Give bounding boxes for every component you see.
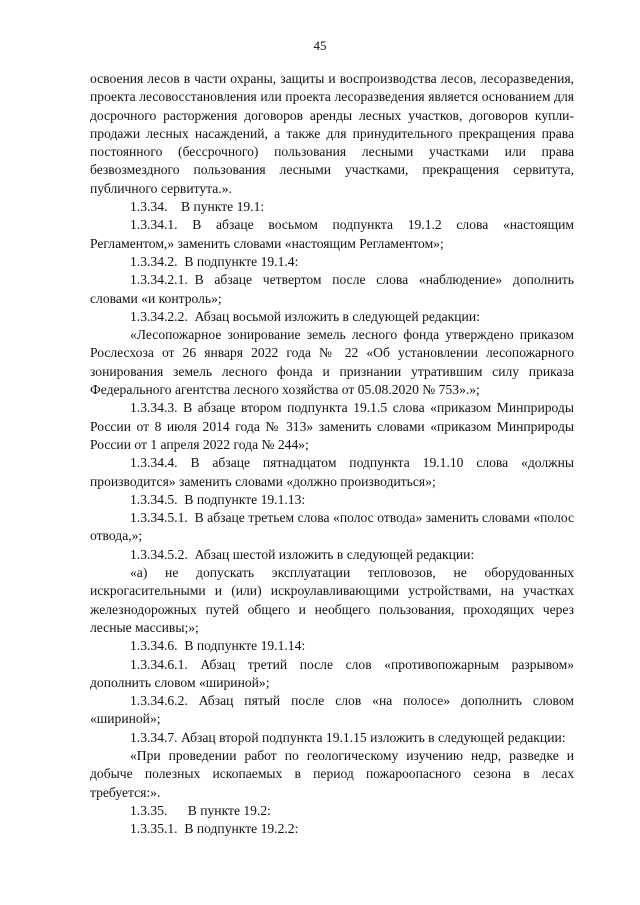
paragraph: 1.3.34.5.2. Абзац шестой изложить в следующей редакции: — [130, 546, 475, 562]
paragraph: 1.3.34.5. В подпункте 19.1.13: — [130, 491, 306, 507]
paragraph: 1.3.34. В пункте 19.1: — [130, 199, 265, 215]
paragraph: 1.3.34.2. В подпункте 19.1.4: — [130, 253, 299, 269]
paragraph: 1.3.34.6. В подпункте 19.1.14: — [130, 638, 306, 654]
paragraph: 1.3.34.7. Абзац второй подпункта 19.1.15 изложить в следующей редакции: — [130, 729, 566, 745]
paragraph: 1.3.34.3. В абзаце втором подпункта 19.1.5 слова «приказом Минприроды России от 8 июля 2014 года № 313» заменить словами «приказом Минприроды России от 1 апреля 2022 года № 244»; — [90, 400, 574, 452]
paragraph: 1.3.35. В пункте 19.2: — [130, 802, 271, 818]
paragraph: 1.3.34.2.1. В абзаце четвертом после слова «наблюдение» дополнить словами «и контроль»; — [90, 272, 574, 306]
paragraph: 1.3.34.4. В абзаце пятнадцатом подпункта 19.1.10 слова «должны производится» заменить словами «должно производиться»; — [90, 455, 574, 489]
document-body — [90, 70, 574, 838]
paragraph: 1.3.35.1. В подпункте 19.2.2: — [130, 821, 299, 837]
paragraph: освоения лесов в части охраны, защиты и воспроизводства лесов, лесоразведения, проекта лесовосстановления или проекта лесоразведения является основанием для досрочного расторжения договоров аренды лесных участков, договоров купли-продажи лесных насаждений, а также для принудительного прекращения права постоянного (бессрочного) пользования лесными участками или права безвозмездного пользования лесными участками, прекращения сервитута, публичного сервитута.». — [90, 71, 574, 196]
paragraph: 1.3.34.1. В абзаце восьмом подпункта 19.1.2 слова «настоящим Регламентом,» заменить словами «настоящим Регламентом»; — [90, 217, 574, 251]
page-number: 45 — [313, 38, 327, 53]
paragraph: 1.3.34.6.2. Абзац пятый после слов «на полосе» дополнить словом «шириной»; — [90, 693, 574, 727]
paragraph: 1.3.34.6.1. Абзац третий после слов «противопожарным разрывом» дополнить словом «шириной»; — [90, 656, 574, 690]
paragraph: «Лесопожарное зонирование земель лесного фонда утверждено приказом Рослесхоза от 26 января 2022 года № 22 «Об установлении лесопожарного зонирования земель лесного фонда и признании утратившим силу приказа Федерального агентства лесного хозяйства от 05.08.2020 № 753».»; — [90, 327, 574, 398]
paragraph: 1.3.34.2.2. Абзац восьмой изложить в следующей редакции: — [130, 308, 480, 324]
paragraph: «При проведении работ по геологическому изучению недр, разведке и добыче полезных ископаемых в период пожароопасного сезона в лесах требуется:». — [90, 747, 574, 800]
paragraph: 1.3.34.5.1. В абзаце третьем слова «полос отвода» заменить словами «полос отвода,»; — [90, 510, 574, 544]
paragraph: «а) не допускать эксплуатации тепловозов, не оборудованных искрогасительными и (или) искроулавливающими устройствами, на участках железнодорожных путей общего и необщего пользования, проходящих через лесные массивы;»; — [90, 565, 574, 635]
